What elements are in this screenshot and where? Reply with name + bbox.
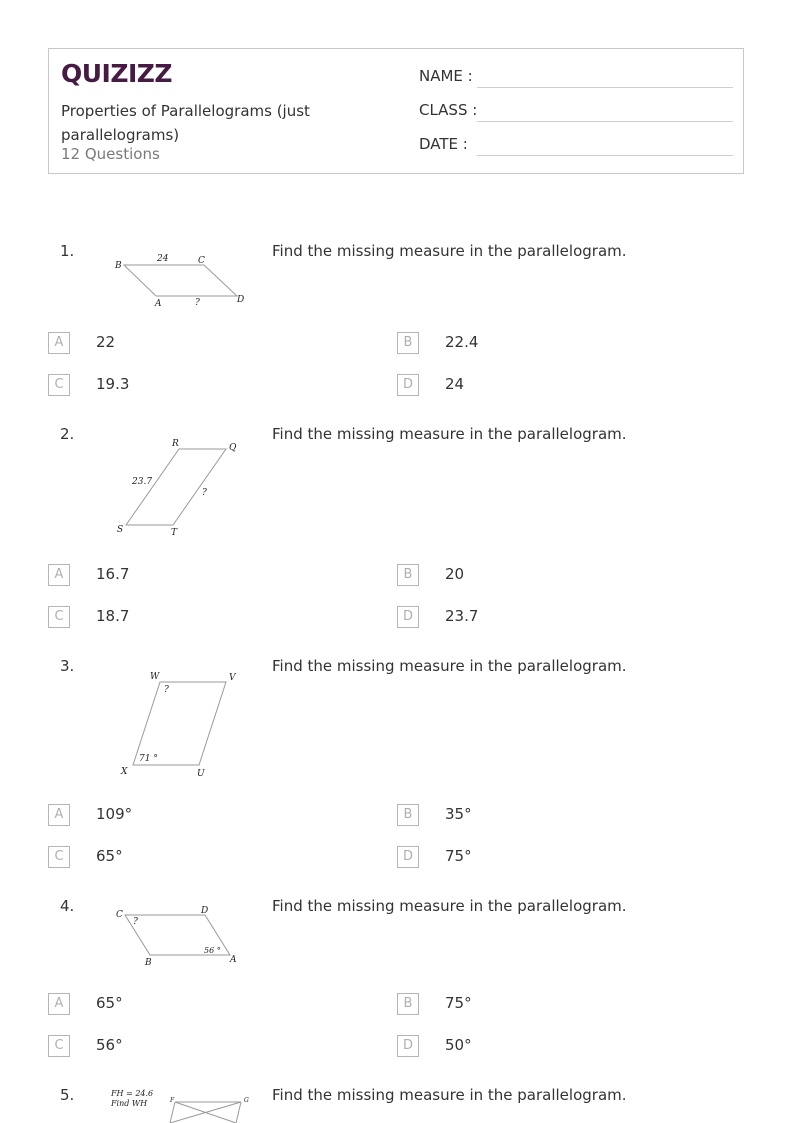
figure-label: FH = 24.6 bbox=[111, 1089, 154, 1098]
figure-label: Q bbox=[229, 443, 237, 453]
question-number: 1. bbox=[60, 242, 75, 260]
worksheet-title: Properties of Parallelograms (just parallelograms) bbox=[61, 102, 310, 144]
option-text: 56° bbox=[96, 1036, 123, 1054]
worksheet-header bbox=[48, 48, 744, 174]
figure-label: T bbox=[171, 528, 178, 538]
figure-label: W bbox=[150, 672, 160, 682]
figure-label: B bbox=[115, 261, 122, 271]
name-field[interactable] bbox=[419, 67, 733, 91]
option-letter: B bbox=[397, 804, 419, 826]
option-letter: C bbox=[48, 1035, 70, 1057]
figure-label: S bbox=[117, 525, 124, 535]
quizizz-logo: QUIZIZZ bbox=[61, 59, 173, 88]
option-letter: C bbox=[48, 374, 70, 396]
option-letter: C bbox=[48, 846, 70, 868]
option-text: 20 bbox=[445, 565, 465, 583]
parallelogram-figure bbox=[100, 1086, 260, 1123]
date-line[interactable] bbox=[477, 155, 733, 156]
option-letter: B bbox=[397, 993, 419, 1015]
class-line[interactable] bbox=[477, 121, 733, 122]
figure-label: Find WH bbox=[111, 1099, 148, 1108]
question-number: 4. bbox=[60, 897, 75, 915]
figure-label: V bbox=[229, 673, 236, 683]
figure-label: B bbox=[145, 958, 152, 968]
option-text: 19.3 bbox=[96, 375, 130, 393]
figure-label: R bbox=[172, 439, 179, 449]
date-field[interactable] bbox=[419, 135, 733, 159]
figure-label: ? bbox=[202, 488, 207, 498]
question-text: Find the missing measure in the parallelogram. bbox=[272, 425, 627, 443]
class-label: CLASS : bbox=[419, 101, 478, 119]
option-letter: A bbox=[48, 804, 70, 826]
figure-label: ? bbox=[133, 917, 138, 927]
option-text: 109° bbox=[96, 805, 133, 823]
name-label: NAME : bbox=[419, 67, 473, 85]
class-field[interactable] bbox=[419, 101, 733, 125]
figure-label: F bbox=[170, 1097, 175, 1104]
figure-label: A bbox=[155, 299, 162, 309]
question-text: Find the missing measure in the parallelogram. bbox=[272, 1086, 627, 1104]
parallelogram-figure bbox=[100, 425, 260, 545]
option-letter: B bbox=[397, 332, 419, 354]
figure-label: 56 ° bbox=[204, 946, 221, 955]
figure-label: U bbox=[197, 769, 205, 779]
option-text: 35° bbox=[445, 805, 472, 823]
parallelogram-figure bbox=[100, 897, 260, 973]
figure-label: G bbox=[244, 1097, 249, 1104]
option-text: 24 bbox=[445, 375, 465, 393]
option-text: 65° bbox=[96, 994, 123, 1012]
date-label: DATE : bbox=[419, 135, 468, 153]
option-text: 75° bbox=[445, 994, 472, 1012]
option-text: 50° bbox=[445, 1036, 472, 1054]
question-text: Find the missing measure in the parallelogram. bbox=[272, 242, 627, 260]
option-text: 22 bbox=[96, 333, 116, 351]
option-letter: C bbox=[48, 606, 70, 628]
question-text: Find the missing measure in the parallelogram. bbox=[272, 897, 627, 915]
option-text: 22.4 bbox=[445, 333, 479, 351]
option-text: 65° bbox=[96, 847, 123, 865]
figure-label: D bbox=[201, 906, 209, 916]
figure-label: D bbox=[237, 295, 245, 305]
figure-label: 71 ° bbox=[139, 754, 158, 764]
option-letter: D bbox=[397, 1035, 419, 1057]
parallelogram-figure bbox=[100, 242, 260, 314]
figure-label: A bbox=[230, 955, 237, 965]
figure-label: 23.7 bbox=[132, 477, 153, 487]
option-letter: D bbox=[397, 374, 419, 396]
figure-label: ? bbox=[164, 685, 169, 695]
option-letter: B bbox=[397, 564, 419, 586]
question-number: 5. bbox=[60, 1086, 75, 1104]
option-letter: D bbox=[397, 606, 419, 628]
option-text: 18.7 bbox=[96, 607, 130, 625]
option-letter: A bbox=[48, 564, 70, 586]
parallelogram-figure bbox=[100, 657, 260, 787]
option-letter: A bbox=[48, 332, 70, 354]
option-letter: D bbox=[397, 846, 419, 868]
question-5 bbox=[0, 1086, 794, 1123]
name-line[interactable] bbox=[477, 87, 733, 88]
figure-label: C bbox=[116, 910, 123, 920]
question-count: 12 Questions bbox=[61, 145, 160, 163]
option-letter: A bbox=[48, 993, 70, 1015]
option-text: 75° bbox=[445, 847, 472, 865]
option-text: 23.7 bbox=[445, 607, 479, 625]
option-text: 16.7 bbox=[96, 565, 130, 583]
figure-label: X bbox=[121, 767, 128, 777]
question-number: 2. bbox=[60, 425, 75, 443]
figure-label: ? bbox=[195, 298, 200, 308]
figure-label: C bbox=[198, 256, 205, 266]
question-text: Find the missing measure in the parallelogram. bbox=[272, 657, 627, 675]
figure-label: 24 bbox=[157, 254, 169, 264]
question-number: 3. bbox=[60, 657, 75, 675]
